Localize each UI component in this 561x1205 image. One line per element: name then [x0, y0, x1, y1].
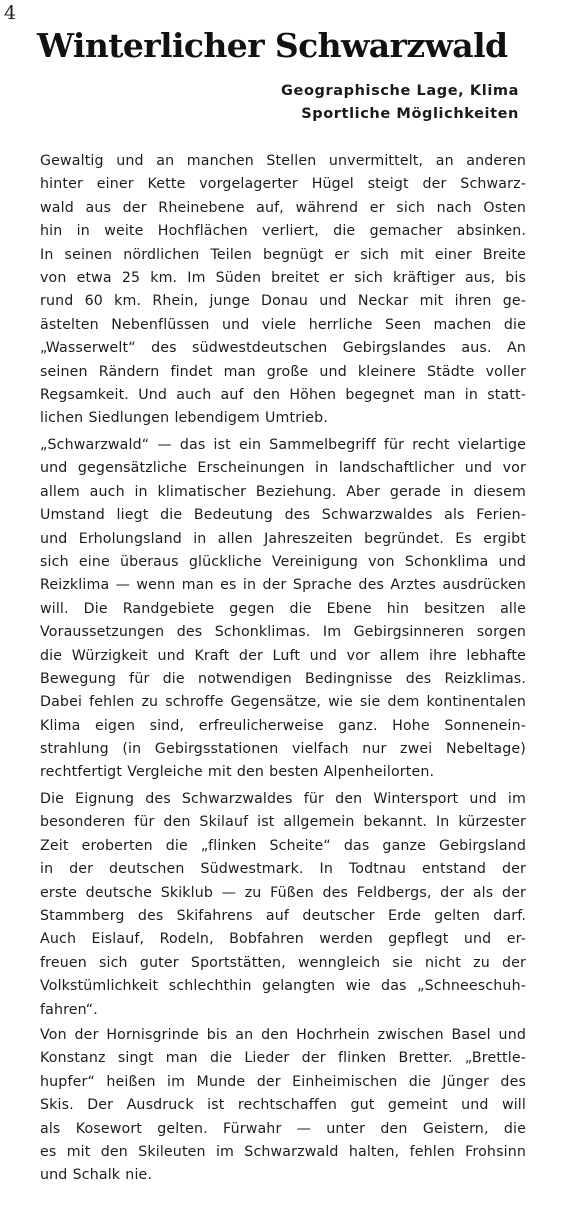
text-line: Von der Hornisgrinde bis an den Hochrhein zwischen Basel und — [40, 1027, 526, 1043]
text-line: strahlung (in Gebirgsstationen vielfach nur zwei Nebeltage) — [40, 741, 526, 758]
text-line: Dabei fehlen zu schroffe Gegensätze, wie sie dem kontinentalen — [40, 694, 526, 711]
text-line: Gewaltig und an manchen Stellen unvermittelt, an anderen — [40, 153, 526, 169]
paragraph — [40, 434, 526, 785]
text-line: lichen Siedlungen lebendigem Umtrieb. — [40, 410, 328, 427]
text-line: Bewegung für die notwendigen Bedingnisse des Reizklimas. — [40, 670, 526, 687]
text-line: die Würzigkeit und Kraft der Luft und vor allem ihre lebhafte — [40, 647, 526, 664]
text-line: ästelten Nebenflüssen und viele herrliche Seen machen die — [40, 316, 526, 333]
text-line: Skis. Der Ausdruck ist rechtschaffen gut gemeint und will — [40, 1097, 526, 1114]
paragraph — [40, 788, 526, 1022]
text-line: als Kosewort gelten. Fürwahr — unter den Geistern, die — [40, 1120, 526, 1137]
text-line: fahren“. — [40, 1001, 98, 1018]
text-line: allem auch in klimatischer Beziehung. Aber gerade in diesem — [40, 483, 526, 500]
text-line: es mit den Skileuten im Schwarzwald halten, fehlen Frohsinn — [40, 1143, 526, 1160]
text-line: in der deutschen Südwestmark. In Todtnau entstand der — [40, 861, 526, 878]
text-line: „Schwarzwald“ — das ist ein Sammelbegriff für recht vielartige — [40, 437, 526, 453]
text-line: und Erholungsland in allen Jahreszeiten begründet. Es ergibt — [40, 530, 526, 547]
text-line: „Wasserwelt“ des südwestdeutschen Gebirgslandes aus. An — [40, 340, 526, 357]
text-line: besonderen für den Skilauf ist allgemein bekannt. In kürzester — [40, 814, 526, 831]
paragraph — [40, 150, 526, 431]
subtitle-line: Geographische Lage, Klima — [281, 83, 519, 99]
text-line: seinen Rändern findet man große und kleinere Städte voller — [40, 363, 526, 380]
text-line: und gegensätzliche Erscheinungen in landschaftlicher und vor — [40, 460, 526, 477]
text-line: Klima eigen sind, erfreulicherweise ganz. Hohe Sonnenein- — [40, 717, 526, 734]
text-line: In seinen nördlichen Teilen begnügt er sich mit einer Breite — [40, 246, 526, 263]
text-line: Volkstümlichkeit schlechthin gelangten wie das „Schneeschuh- — [40, 978, 526, 995]
text-line: hinter einer Kette vorgelagerter Hügel steigt der Schwarz- — [40, 176, 526, 193]
text-line: Auch Eislauf, Rodeln, Bobfahren werden gepflegt und er- — [40, 931, 526, 948]
text-line: hupfer“ heißen im Munde der Einheimischen die Jünger des — [40, 1073, 526, 1090]
text-line: rechtfertigt Vergleiche mit den besten Alpenheilorten. — [40, 764, 435, 781]
text-line: Regsamkeit. Und auch auf den Höhen begegnet man in statt- — [40, 386, 526, 403]
text-line: Konstanz singt man die Lieder der flinken Bretter. „Brettle- — [40, 1050, 526, 1067]
text-line: von etwa 25 km. Im Süden breitet er sich kräftiger aus, bis — [40, 269, 526, 286]
text-line: hin in weite Hochflächen verliert, die gemacher absinken. — [40, 223, 526, 240]
page-number: 4 — [4, 2, 17, 24]
text-line: sich eine überaus glückliche Vereinigung von Schonklima und — [40, 553, 526, 570]
text-line: Voraussetzungen des Schonklimas. Im Gebirgsinneren sorgen — [40, 624, 526, 641]
subtitle-line: Sportliche Möglichkeiten — [301, 106, 519, 122]
text-line: Reizklima — wenn man es in der Sprache des Arztes ausdrücken — [40, 577, 526, 594]
text-line: Zeit eroberten die „flinken Scheite“ das ganze Gebirgsland — [40, 837, 526, 854]
paragraph — [40, 1024, 526, 1188]
text-line: will. Die Randgebiete gegen die Ebene hin besitzen alle — [40, 600, 526, 617]
text-line: Umstand liegt die Bedeutung des Schwarzwaldes als Ferien- — [40, 507, 526, 524]
text-line: und Schalk nie. — [40, 1167, 153, 1184]
text-line: rund 60 km. Rhein, junge Donau und Neckar mit ihren ge- — [40, 293, 526, 310]
text-line: Die Eignung des Schwarzwaldes für den Wintersport und im — [40, 791, 526, 807]
article-title: Winterlicher Schwarzwald — [37, 26, 508, 65]
text-line: Stammberg des Skifahrens auf deutscher Erde gelten darf. — [40, 907, 526, 924]
text-line: erste deutsche Skiklub — zu Füßen des Feldbergs, der als der — [40, 884, 526, 901]
text-line: wald aus der Rheinebene auf, während er sich nach Osten — [40, 199, 526, 216]
text-line: freuen sich guter Sportstätten, wenngleich sie nicht zu der — [40, 954, 526, 971]
